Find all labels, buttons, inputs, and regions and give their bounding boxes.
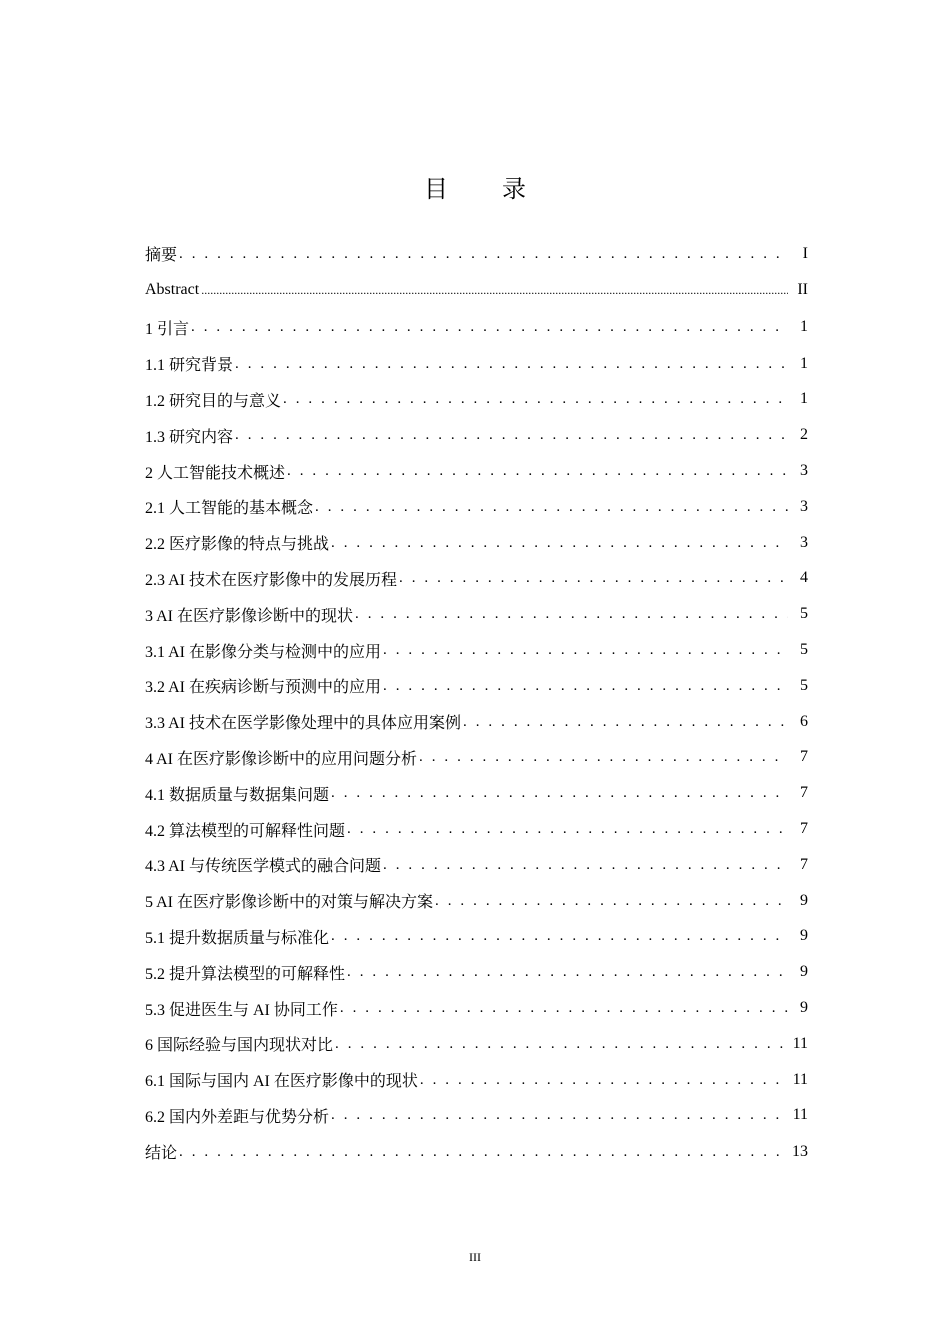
- toc-entry-page: 6: [800, 712, 808, 730]
- toc-entry[interactable]: [145, 1062, 808, 1098]
- toc-leader-dots: [347, 820, 788, 838]
- toc-entry[interactable]: [145, 919, 808, 955]
- toc-entry-title: 4.2 算法模型的可解释性问题: [145, 822, 346, 840]
- toc-entry-title: 1 引言: [145, 320, 190, 338]
- page-title: 目 录: [424, 177, 550, 203]
- toc-entry-title: 6.1 国际与国内 AI 在医疗影像中的现状: [145, 1073, 418, 1091]
- toc-entry[interactable]: [145, 346, 808, 382]
- toc-entry-title: 结论: [145, 1145, 178, 1163]
- toc-entry-title: 2 人工智能技术概述: [145, 464, 286, 482]
- toc-entry-title: 6 国际经验与国内现状对比: [145, 1037, 334, 1055]
- toc-entry-page: 5: [800, 641, 808, 659]
- toc-leader-dots: [347, 963, 788, 981]
- toc-entry-title: 1.3 研究内容: [145, 428, 234, 446]
- toc-entry-page: 11: [792, 1034, 808, 1052]
- toc-entry-page: 1: [800, 390, 808, 408]
- toc-entry-page: 9: [800, 891, 808, 909]
- toc-entry[interactable]: [145, 632, 808, 668]
- toc-entry-page: 7: [800, 748, 808, 766]
- toc-entry-page: 5: [800, 676, 808, 694]
- toc-entry[interactable]: [145, 236, 808, 272]
- toc-entry-page: 9: [800, 999, 808, 1017]
- toc-leader-dots: [399, 569, 788, 587]
- toc-leader-dots: [463, 713, 788, 731]
- toc-leader-dots: [179, 1143, 786, 1161]
- toc-entry[interactable]: [145, 489, 808, 525]
- toc-leader-dots: [331, 1106, 787, 1124]
- toc-entry[interactable]: [145, 668, 808, 704]
- page-number: III: [469, 1250, 481, 1264]
- toc-entry-page: 3: [800, 533, 808, 551]
- toc-entry[interactable]: [145, 596, 808, 632]
- toc-entry[interactable]: [145, 309, 808, 346]
- toc-entry[interactable]: [145, 382, 808, 418]
- toc-leader-dots: [191, 318, 788, 336]
- toc-entry-title: 3 AI 在医疗影像诊断中的现状: [145, 607, 354, 625]
- toc-entry-title: 2.3 AI 技术在医疗影像中的发展历程: [145, 571, 398, 589]
- toc-entry[interactable]: [145, 1098, 808, 1134]
- toc-leader-dots: [331, 534, 788, 552]
- toc-entry-title: Abstract: [145, 281, 200, 299]
- toc-entry-page: 4: [800, 569, 808, 587]
- toc-entry[interactable]: [145, 561, 808, 597]
- toc-entry-page: I: [802, 244, 808, 262]
- toc-entry-page: II: [797, 281, 808, 299]
- toc-entry-page: 7: [800, 820, 808, 838]
- toc-entry-title: 4 AI 在医疗影像诊断中的应用问题分析: [145, 750, 418, 768]
- toc-leader-dots: [331, 927, 788, 945]
- toc-entry-title: 4.3 AI 与传统医学模式的融合问题: [145, 858, 382, 876]
- toc-entry-page: 5: [800, 605, 808, 623]
- toc-entry-page: 1: [800, 318, 808, 336]
- toc-entry[interactable]: [145, 272, 808, 309]
- toc-entry[interactable]: [145, 847, 808, 883]
- toc-entry[interactable]: [145, 1026, 808, 1062]
- toc-leader-dots: [383, 856, 788, 874]
- toc-leader-dots: [435, 892, 788, 910]
- toc-entry-page: 9: [800, 963, 808, 981]
- toc-entry-title: 1.2 研究目的与意义: [145, 392, 282, 410]
- toc-entry-title: 2.2 医疗影像的特点与挑战: [145, 536, 330, 554]
- toc-entry[interactable]: [145, 1133, 808, 1170]
- toc-entry-title: 5.2 提升算法模型的可解释性: [145, 965, 346, 983]
- toc-leader-dots: [331, 784, 788, 802]
- toc-leader-dots: [420, 1071, 787, 1089]
- toc-leader-dots: [287, 462, 788, 480]
- toc-entry[interactable]: [145, 417, 808, 453]
- toc-leader-dots: [315, 498, 788, 516]
- toc-leader-dots: [201, 281, 788, 299]
- table-of-contents: [145, 236, 808, 1170]
- toc-entry-title: 摘要: [145, 247, 178, 265]
- toc-entry[interactable]: [145, 704, 808, 740]
- toc-entry[interactable]: [145, 883, 808, 919]
- toc-entry-title: 2.1 人工智能的基本概念: [145, 500, 314, 518]
- toc-entry-page: 9: [800, 927, 808, 945]
- toc-entry-title: 6.2 国内外差距与优势分析: [145, 1108, 330, 1126]
- toc-leader-dots: [335, 1035, 787, 1053]
- toc-entry[interactable]: [145, 990, 808, 1026]
- toc-leader-dots: [283, 390, 788, 408]
- toc-entry-page: 13: [792, 1142, 808, 1160]
- toc-entry[interactable]: [145, 525, 808, 561]
- toc-leader-dots: [383, 677, 788, 695]
- toc-entry-page: 2: [800, 426, 808, 444]
- toc-entry-title: 5.3 促进医生与 AI 协同工作: [145, 1001, 338, 1019]
- toc-leader-dots: [235, 355, 788, 373]
- toc-leader-dots: [340, 999, 788, 1017]
- toc-entry-title: 5.1 提升数据质量与标准化: [145, 929, 330, 947]
- toc-entry-page: 7: [800, 784, 808, 802]
- toc-entry-page: 3: [800, 462, 808, 480]
- toc-entry-page: 11: [792, 1070, 808, 1088]
- toc-entry[interactable]: [145, 775, 808, 811]
- toc-leader-dots: [179, 245, 788, 263]
- toc-entry-title: 4.1 数据质量与数据集问题: [145, 786, 330, 804]
- toc-entry[interactable]: [145, 811, 808, 847]
- toc-entry-title: 3.2 AI 在疾病诊断与预测中的应用: [145, 679, 382, 697]
- toc-entry[interactable]: [145, 453, 808, 489]
- toc-leader-dots: [355, 605, 788, 623]
- toc-leader-dots: [419, 748, 788, 766]
- toc-leader-dots: [383, 641, 788, 659]
- toc-entry-title: 1.1 研究背景: [145, 357, 234, 375]
- toc-leader-dots: [235, 426, 788, 444]
- toc-entry-page: 11: [792, 1106, 808, 1124]
- toc-entry-title: 3.1 AI 在影像分类与检测中的应用: [145, 643, 382, 661]
- toc-entry[interactable]: [145, 954, 808, 990]
- toc-entry-page: 3: [800, 497, 808, 515]
- toc-entry-title: 5 AI 在医疗影像诊断中的对策与解决方案: [145, 894, 434, 912]
- toc-entry-title: 3.3 AI 技术在医学影像处理中的具体应用案例: [145, 715, 462, 733]
- toc-entry-page: 1: [800, 354, 808, 372]
- toc-entry-page: 7: [800, 855, 808, 873]
- toc-entry[interactable]: [145, 740, 808, 776]
